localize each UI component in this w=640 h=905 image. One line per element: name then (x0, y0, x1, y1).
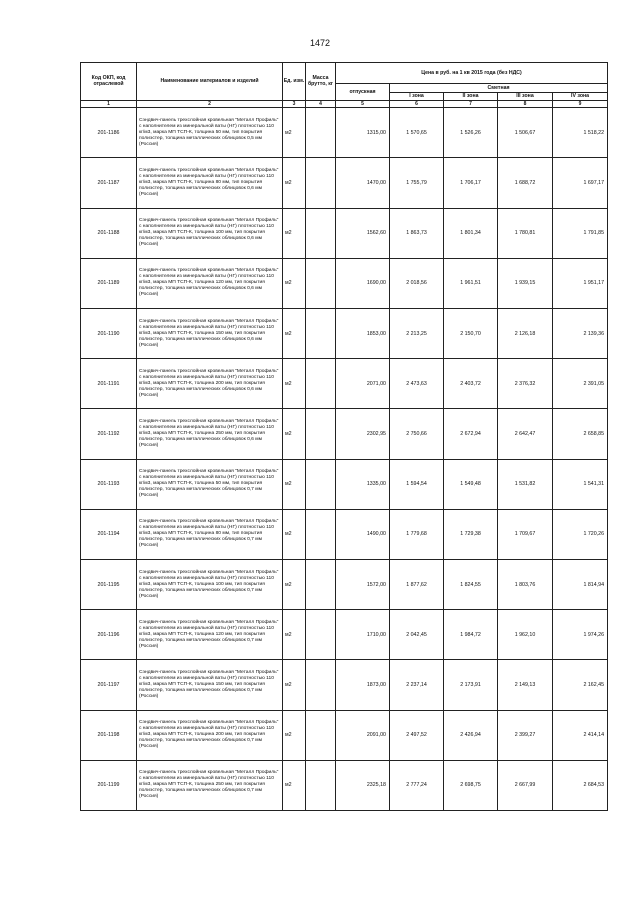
cell-release-price: 1873,00 (336, 660, 390, 710)
cell-unit: м2 (283, 158, 306, 208)
cell-name: Сэндвич-панель трехслойная кровельная "Металл Профиль" с наполнителем из минеральной ваты (НГ) плотностью 110 кг/м3, марка МП ТСП-К, толщина 150 мм, тип покрытия полиэстер, толщина металлических облицовок 0,7 мм (Россия) (137, 660, 283, 710)
cell-name: Сэндвич-панель трехслойная кровельная "Металл Профиль" с наполнителем из минеральной ваты (НГ) плотностью 110 кг/м3, марка МП ТСП-К, толщина 50 мм, тип покрытия полиэстер, толщина металлических облицовок 0,5 мм (Россия) (137, 108, 283, 158)
cell-name: Сэндвич-панель трехслойная кровельная "Металл Профиль" с наполнителем из минеральной ваты (НГ) плотностью 110 кг/м3, марка МП ТСП-К, толщина 120 мм, тип покрытия полиэстер, толщина металлических облицовок 0,6 мм (Россия) (137, 258, 283, 308)
cell-release-price: 1315,00 (336, 108, 390, 158)
cell-zone-4-price: 2 684,53 (553, 760, 608, 810)
table-row (81, 559, 608, 609)
table-row (81, 158, 608, 208)
cell-zone-3-price: 1 939,15 (498, 258, 553, 308)
header-zone-2: II зона (444, 93, 498, 101)
cell-name: Сэндвич-панель трехслойная кровельная "Металл Профиль" с наполнителем из минеральной ваты (НГ) плотностью 110 кг/м3, марка МП ТСП-К, толщина 250 мм, тип покрытия полиэстер, толщина металлических облицовок 0,6 мм (Россия) (137, 409, 283, 459)
cell-zone-1-price: 2 777,24 (390, 760, 444, 810)
table-row (81, 760, 608, 810)
table-row (81, 660, 608, 710)
cell-zone-3-price: 2 642,47 (498, 409, 553, 459)
cell-mass (306, 258, 336, 308)
cell-zone-1-price: 2 497,52 (390, 710, 444, 760)
table-row (81, 309, 608, 359)
cell-mass (306, 158, 336, 208)
cell-zone-2-price: 1 706,17 (444, 158, 498, 208)
cell-unit: м2 (283, 108, 306, 158)
cell-name: Сэндвич-панель трехслойная кровельная "Металл Профиль" с наполнителем из минеральной ваты (НГ) плотностью 110 кг/м3, марка МП ТСП-К, толщина 150 мм, тип покрытия полиэстер, толщина металлических облицовок 0,6 мм (Россия) (137, 309, 283, 359)
cell-release-price: 1572,00 (336, 559, 390, 609)
cell-zone-1-price: 1 779,68 (390, 509, 444, 559)
cell-zone-1-price: 1 863,73 (390, 208, 444, 258)
table-header (81, 63, 608, 108)
cell-zone-3-price: 1 803,76 (498, 559, 553, 609)
cell-name: Сэндвич-панель трехслойная кровельная "Металл Профиль" с наполнителем из минеральной ваты (НГ) плотностью 110 кг/м3, марка МП ТСП-К, толщина 120 мм, тип покрытия полиэстер, толщина металлических облицовок 0,7 мм (Россия) (137, 610, 283, 660)
cell-zone-4-price: 2 139,36 (553, 309, 608, 359)
cell-name: Сэндвич-панель трехслойная кровельная "Металл Профиль" с наполнителем из минеральной ваты (НГ) плотностью 110 кг/м3, марка МП ТСП-К, толщина 200 мм, тип покрытия полиэстер, толщина металлических облицовок 0,6 мм (Россия) (137, 359, 283, 409)
cell-zone-4-price: 1 791,85 (553, 208, 608, 258)
header-okp: Код ОКП, код отраслевой (81, 63, 137, 101)
cell-zone-4-price: 1 697,17 (553, 158, 608, 208)
cell-code: 201-1191 (81, 359, 137, 409)
cell-zone-3-price: 1 780,81 (498, 208, 553, 258)
cell-release-price: 1710,00 (336, 610, 390, 660)
col-number-1: 1 (81, 100, 137, 108)
cell-mass (306, 660, 336, 710)
col-number-2: 2 (137, 100, 283, 108)
cell-code: 201-1192 (81, 409, 137, 459)
cell-zone-4-price: 1 974,26 (553, 610, 608, 660)
cell-code: 201-1197 (81, 660, 137, 710)
cell-unit: м2 (283, 660, 306, 710)
cell-zone-2-price: 1 824,55 (444, 559, 498, 609)
cell-unit: м2 (283, 208, 306, 258)
cell-zone-2-price: 1 801,34 (444, 208, 498, 258)
cell-name: Сэндвич-панель трехслойная кровельная "Металл Профиль" с наполнителем из минеральной ваты (НГ) плотностью 110 кг/м3, марка МП ТСП-К, толщина 100 мм, тип покрытия полиэстер, толщина металлических облицовок 0,6 мм (Россия) (137, 208, 283, 258)
cell-unit: м2 (283, 258, 306, 308)
cell-zone-3-price: 1 531,82 (498, 459, 553, 509)
cell-zone-2-price: 1 526,26 (444, 108, 498, 158)
cell-zone-3-price: 2 126,18 (498, 309, 553, 359)
cell-zone-1-price: 2 018,56 (390, 258, 444, 308)
col-number-6: 6 (390, 100, 444, 108)
cell-zone-3-price: 1 688,72 (498, 158, 553, 208)
cell-unit: м2 (283, 760, 306, 810)
cell-mass (306, 610, 336, 660)
cell-release-price: 2071,00 (336, 359, 390, 409)
table-row (81, 409, 608, 459)
cell-zone-4-price: 2 162,45 (553, 660, 608, 710)
cell-code: 201-1195 (81, 559, 137, 609)
cell-zone-3-price: 2 149,13 (498, 660, 553, 710)
table-row (81, 108, 608, 158)
cell-zone-2-price: 1 961,51 (444, 258, 498, 308)
cell-code: 201-1187 (81, 158, 137, 208)
header-estimate: Сметная (390, 84, 608, 93)
cell-zone-3-price: 2 667,99 (498, 760, 553, 810)
header-zone-1: I зона (390, 93, 444, 101)
cell-code: 201-1194 (81, 509, 137, 559)
cell-mass (306, 559, 336, 609)
col-number-4: 4 (306, 100, 336, 108)
header-price-group: Цена в руб. на 1 кв 2015 года (без НДС) (336, 63, 608, 84)
cell-zone-1-price: 1 570,65 (390, 108, 444, 158)
cell-zone-1-price: 1 755,79 (390, 158, 444, 208)
cell-release-price: 1490,00 (336, 509, 390, 559)
cell-zone-1-price: 1 594,54 (390, 459, 444, 509)
cell-zone-2-price: 2 403,72 (444, 359, 498, 409)
cell-mass (306, 108, 336, 158)
cell-zone-4-price: 2 391,05 (553, 359, 608, 409)
price-table (80, 62, 608, 811)
cell-code: 201-1199 (81, 760, 137, 810)
col-number-9: 9 (553, 100, 608, 108)
cell-release-price: 1470,00 (336, 158, 390, 208)
cell-zone-4-price: 1 541,31 (553, 459, 608, 509)
cell-zone-1-price: 2 042,45 (390, 610, 444, 660)
table-row (81, 509, 608, 559)
cell-unit: м2 (283, 459, 306, 509)
cell-release-price: 2091,00 (336, 710, 390, 760)
cell-name: Сэндвич-панель трехслойная кровельная "Металл Профиль" с наполнителем из минеральной ваты (НГ) плотностью 110 кг/м3, марка МП ТСП-К, толщина 250 мм, тип покрытия полиэстер, толщина металлических облицовок 0,7 мм (Россия) (137, 760, 283, 810)
cell-zone-1-price: 2 237,14 (390, 660, 444, 710)
col-number-5: 5 (336, 100, 390, 108)
cell-name: Сэндвич-панель трехслойная кровельная "Металл Профиль" с наполнителем из минеральной ваты (НГ) плотностью 110 кг/м3, марка МП ТСП-К, толщина 50 мм, тип покрытия полиэстер, толщина металлических облицовок 0,7 мм (Россия) (137, 459, 283, 509)
col-number-7: 7 (444, 100, 498, 108)
cell-zone-2-price: 1 549,48 (444, 459, 498, 509)
cell-code: 201-1188 (81, 208, 137, 258)
cell-mass (306, 509, 336, 559)
cell-zone-3-price: 2 399,27 (498, 710, 553, 760)
col-number-3: 3 (283, 100, 306, 108)
page-number: 1472 (309, 38, 331, 48)
cell-unit: м2 (283, 610, 306, 660)
cell-name: Сэндвич-панель трехслойная кровельная "Металл Профиль" с наполнителем из минеральной ваты (НГ) плотностью 110 кг/м3, марка МП ТСП-К, толщина 200 мм, тип покрытия полиэстер, толщина металлических облицовок 0,7 мм (Россия) (137, 710, 283, 760)
cell-unit: м2 (283, 359, 306, 409)
cell-code: 201-1190 (81, 309, 137, 359)
cell-zone-3-price: 2 376,32 (498, 359, 553, 409)
cell-release-price: 1335,00 (336, 459, 390, 509)
cell-zone-2-price: 2 698,75 (444, 760, 498, 810)
cell-zone-3-price: 1 962,10 (498, 610, 553, 660)
cell-name: Сэндвич-панель трехслойная кровельная "Металл Профиль" с наполнителем из минеральной ваты (НГ) плотностью 110 кг/м3, марка МП ТСП-К, толщина 100 мм, тип покрытия полиэстер, толщина металлических облицовок 0,7 мм (Россия) (137, 559, 283, 609)
header-zone-3: III зона (498, 93, 553, 101)
cell-zone-1-price: 2 473,63 (390, 359, 444, 409)
cell-mass (306, 208, 336, 258)
cell-mass (306, 409, 336, 459)
cell-zone-3-price: 1 709,67 (498, 509, 553, 559)
cell-zone-2-price: 1 729,38 (444, 509, 498, 559)
table-row (81, 258, 608, 308)
table-row (81, 208, 608, 258)
cell-mass (306, 459, 336, 509)
cell-zone-1-price: 2 213,25 (390, 309, 444, 359)
cell-unit: м2 (283, 710, 306, 760)
cell-code: 201-1196 (81, 610, 137, 660)
cell-zone-2-price: 1 984,72 (444, 610, 498, 660)
cell-unit: м2 (283, 409, 306, 459)
cell-zone-2-price: 2 426,94 (444, 710, 498, 760)
cell-zone-4-price: 1 518,22 (553, 108, 608, 158)
cell-release-price: 1562,60 (336, 208, 390, 258)
cell-release-price: 2325,18 (336, 760, 390, 810)
table-row (81, 710, 608, 760)
cell-zone-3-price: 1 506,67 (498, 108, 553, 158)
header-zone-4: IV зона (553, 93, 608, 101)
table-row (81, 359, 608, 409)
table-row (81, 459, 608, 509)
cell-release-price: 2302,95 (336, 409, 390, 459)
cell-mass (306, 309, 336, 359)
cell-unit: м2 (283, 559, 306, 609)
cell-unit: м2 (283, 509, 306, 559)
cell-zone-1-price: 1 877,62 (390, 559, 444, 609)
cell-name: Сэндвич-панель трехслойная кровельная "Металл Профиль" с наполнителем из минеральной ваты (НГ) плотностью 110 кг/м3, марка МП ТСП-К, толщина 80 мм, тип покрытия полиэстер, толщина металлических облицовок 0,7 мм (Россия) (137, 509, 283, 559)
cell-code: 201-1193 (81, 459, 137, 509)
cell-name: Сэндвич-панель трехслойная кровельная "Металл Профиль" с наполнителем из минеральной ваты (НГ) плотностью 110 кг/м3, марка МП ТСП-К, толщина 80 мм, тип покрытия полиэстер, толщина металлических облицовок 0,6 мм (Россия) (137, 158, 283, 208)
col-number-8: 8 (498, 100, 553, 108)
cell-mass (306, 760, 336, 810)
cell-zone-1-price: 2 750,66 (390, 409, 444, 459)
cell-code: 201-1198 (81, 710, 137, 760)
header-name: Наименование материалов и изделий (137, 63, 283, 101)
cell-release-price: 1853,00 (336, 309, 390, 359)
cell-zone-4-price: 2 658,85 (553, 409, 608, 459)
header-release: отпускная (336, 84, 390, 101)
cell-zone-4-price: 1 814,94 (553, 559, 608, 609)
cell-zone-4-price: 2 414,14 (553, 710, 608, 760)
cell-zone-4-price: 1 720,26 (553, 509, 608, 559)
header-unit: Ед. изм. (283, 63, 306, 101)
table-row (81, 610, 608, 660)
header-mass: Масса брутто, кг (306, 63, 336, 101)
cell-mass (306, 710, 336, 760)
cell-zone-2-price: 2 173,91 (444, 660, 498, 710)
cell-zone-4-price: 1 951,17 (553, 258, 608, 308)
cell-code: 201-1189 (81, 258, 137, 308)
table-body (81, 108, 608, 811)
cell-zone-2-price: 2 150,70 (444, 309, 498, 359)
cell-mass (306, 359, 336, 409)
cell-code: 201-1186 (81, 108, 137, 158)
cell-zone-2-price: 2 672,94 (444, 409, 498, 459)
cell-release-price: 1690,00 (336, 258, 390, 308)
cell-unit: м2 (283, 309, 306, 359)
